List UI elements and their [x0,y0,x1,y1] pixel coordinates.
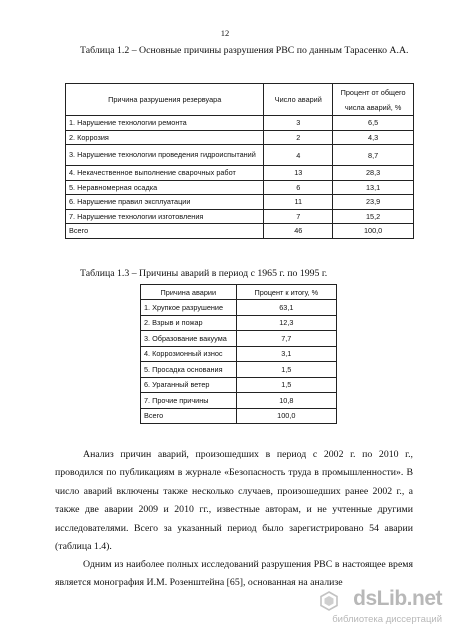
table-cell-cause: 2. Взрыв и пожар [141,315,237,331]
table-cell-count: 3 [264,116,333,131]
watermark [332,587,442,631]
page-number: 12 [220,28,230,38]
body-paragraph: Анализ причин аварий, произошедших в период с 2002 г. по 2010 г., проводился по публикациям в журнале «Безопасность труда в промышленности». В число аварий включены также несколько случаев, произошедших ранее 2002 г., а также две аварии 2009 и 2010 гг., известные авторам, и не учтенные другими исследователями. Всего за указанный период было зарегистрировано 54 аварии (таблица 1.4). [55,449,413,553]
table-cell-count: 7 [264,209,333,224]
table-cell-count: 46 [264,224,333,239]
table-cell-percent: 28,3 [333,166,414,181]
table-cell-count: 13 [264,166,333,181]
hexagon-logo-icon [320,591,338,611]
table-cell-count: 4 [264,145,333,166]
table2-header-row [141,285,337,300]
table-cell-cause: 3. Образование вакуума [141,331,237,347]
table-row [141,377,337,393]
table-cell-cause: 1. Хрупкое разрушение [141,300,237,316]
table-cell-percent: 100,0 [333,224,414,239]
body-paragraph: Одним из наиболее полных исследований разрушения РВС в настоящее время является монография И.М. Розенштейна [65], основанная на анализе [55,559,413,589]
table-cell-count: 6 [264,180,333,195]
table2-header-cause: Причина аварии [141,285,237,300]
table-cell-cause: 4. Коррозионный износ [141,346,237,362]
table-row [66,116,414,131]
table-cell-percent: 3,1 [236,346,336,362]
table-row [66,195,414,210]
table-cell-cause: 4. Некачественное выполнение сварочных работ [66,166,264,181]
table-cell-cause: 2. Коррозия [66,130,264,145]
watermark-subtitle: библиотека диссертаций [332,614,442,625]
table2 [140,284,337,424]
table-row [141,393,337,409]
table1-header-row [66,84,414,116]
table-cell-cause: 6. Нарушение правил эксплуатации [66,195,264,210]
table-cell-cause: 1. Нарушение технологии ремонта [66,116,264,131]
table1-caption: Таблица 1.2 – Основные причины разрушения РВС по данным Тарасенко А.А. [80,45,409,56]
table-row [66,209,414,224]
table-row [141,346,337,362]
table-row-total [66,224,414,239]
table-cell-percent: 15,2 [333,209,414,224]
table-cell-cause: Всего [66,224,264,239]
table-row-total [141,408,337,424]
table-cell-percent: 1,5 [236,377,336,393]
table-cell-percent: 13,1 [333,180,414,195]
table-cell-cause: 3. Нарушение технологии проведения гидроиспытаний [66,145,264,166]
table-cell-percent: 7,7 [236,331,336,347]
watermark-logo: dsLib.net [353,587,442,610]
table1-header-count: Число аварий [264,84,333,116]
table-cell-count: 2 [264,130,333,145]
table2-header-percent: Процент к итогу, % [236,285,336,300]
table-row [141,315,337,331]
table-cell-cause: 7. Нарушение технологии изготовления [66,209,264,224]
table-row [66,130,414,145]
table-cell-percent: 1,5 [236,362,336,378]
table2-caption: Таблица 1.3 – Причины аварий в период с 1965 г. по 1995 г. [80,268,328,279]
table-cell-percent: 23,9 [333,195,414,210]
table1 [65,83,414,239]
table-row [141,300,337,316]
table-row [141,362,337,378]
table-cell-cause: 6. Ураганный ветер [141,377,237,393]
table-cell-count: 11 [264,195,333,210]
table1-header-cause: Причина разрушения резервуара [66,84,264,116]
table-cell-cause: 5. Неравномерная осадка [66,180,264,195]
table-row [66,145,414,166]
table-cell-percent: 63,1 [236,300,336,316]
table-cell-percent: 6,5 [333,116,414,131]
table-cell-percent: 8,7 [333,145,414,166]
table-row [66,166,414,181]
table-cell-cause: Всего [141,408,237,424]
table-row [141,331,337,347]
table-cell-percent: 100,0 [236,408,336,424]
table1-header-percent: Процент от общего числа аварий, % [333,84,414,116]
table-cell-percent: 4,3 [333,130,414,145]
table-cell-percent: 12,3 [236,315,336,331]
table-row [66,180,414,195]
table-cell-cause: 7. Прочие причины [141,393,237,409]
table-cell-cause: 5. Просадка основания [141,362,237,378]
table-cell-percent: 10,8 [236,393,336,409]
